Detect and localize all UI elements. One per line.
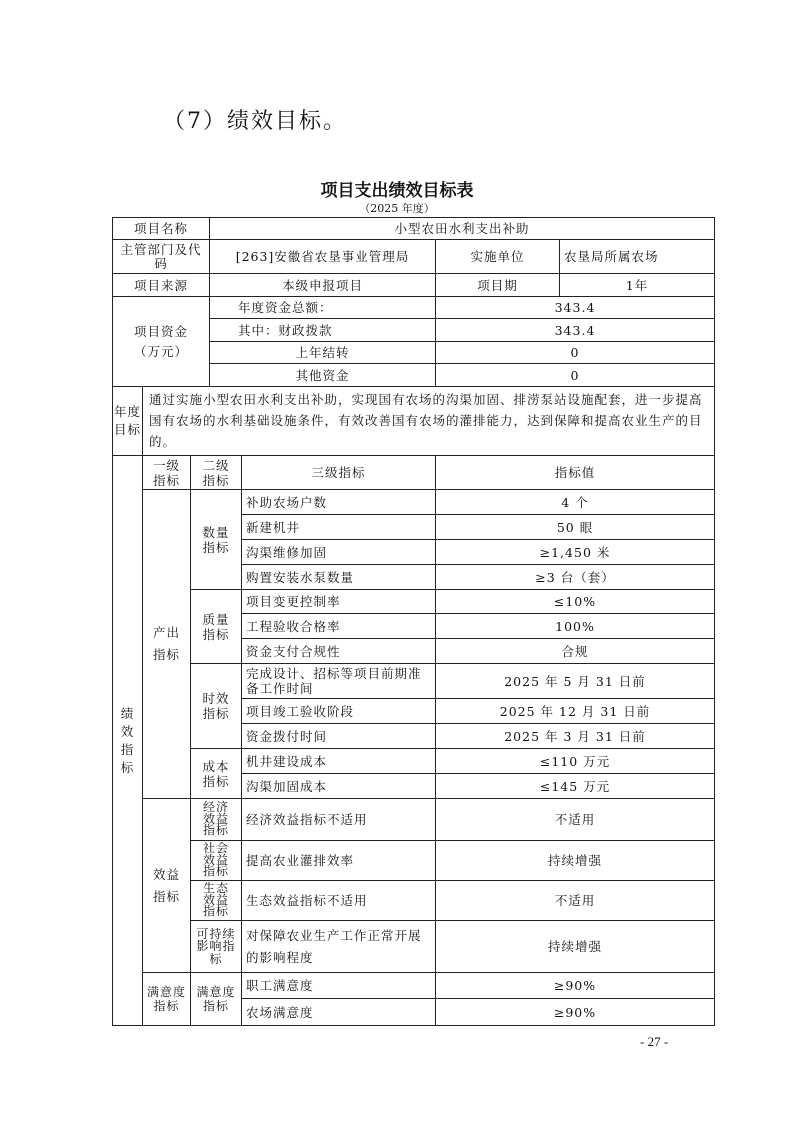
indicator-table — [112, 386, 715, 1026]
table-row — [113, 274, 715, 297]
table-row — [113, 973, 715, 999]
fund-label: 其他资金 — [210, 364, 436, 387]
source-value: 本级申报项目 — [210, 274, 436, 297]
level2-timeliness: 时效指标 — [191, 664, 242, 749]
fund-value: 0 — [436, 364, 715, 387]
indicator-name: 沟渠维修加固 — [242, 540, 436, 565]
funds-label: 项目资金（万元） — [113, 297, 210, 387]
indicator-value: ≥90% — [436, 999, 715, 1026]
indicator-value: ≥1,450 米 — [436, 540, 715, 565]
project-info-table — [112, 217, 715, 387]
table-header-row — [113, 456, 715, 490]
indicator-value: ≥3 台（套） — [436, 565, 715, 590]
indicator-value: ≥90% — [436, 973, 715, 999]
header-value: 指标值 — [436, 456, 715, 490]
name-value: 小型农田水利支出补助 — [210, 218, 715, 240]
indicator-name: 生态效益指标不适用 — [242, 881, 436, 921]
dept-label: 主管部门及代码 — [113, 240, 210, 274]
indicator-value: 2025 年 12 月 31 日前 — [436, 699, 715, 724]
section-label: 绩效指标 — [113, 456, 143, 1026]
impl-value: 农垦局所属农场 — [560, 240, 715, 274]
indicator-value: 持续增强 — [436, 921, 715, 973]
indicator-name: 购置安装水泵数量 — [242, 565, 436, 590]
indicator-value: 合规 — [436, 639, 715, 664]
table-row — [113, 490, 715, 515]
section-heading: （7）绩效目标。 — [163, 109, 347, 134]
level2-quantity: 数量指标 — [191, 490, 242, 590]
fund-label: 其中：财政拨款 — [210, 319, 436, 342]
table-row — [113, 240, 715, 274]
indicator-name: 项目竣工验收阶段 — [242, 699, 436, 724]
table-row — [113, 386, 715, 456]
indicator-value: 不适用 — [436, 799, 715, 841]
table-row — [113, 841, 715, 881]
indicator-value: 50 眼 — [436, 515, 715, 540]
indicator-name: 工程验收合格率 — [242, 614, 436, 639]
indicator-name: 经济效益指标不适用 — [242, 799, 436, 841]
source-label: 项目来源 — [113, 274, 210, 297]
fund-value: 0 — [436, 342, 715, 364]
goal-text: 通过实施小型农田水利支出补助，实现国有农场的沟渠加固、排涝泵站设施配套，进一步提高国有农场的水利基础设施条件，有效改善国有农场的灌排能力，达到保障和提高农业生产的目的。 — [143, 386, 715, 456]
indicator-value: ≤145 万元 — [436, 774, 715, 799]
indicator-name: 沟渠加固成本 — [242, 774, 436, 799]
dept-value: [263]安徽省农垦事业管理局 — [210, 240, 436, 274]
level1-benefit: 效益指标 — [143, 799, 191, 973]
indicator-value: ≤10% — [436, 590, 715, 614]
indicator-value: 2025 年 5 月 31 日前 — [436, 664, 715, 699]
table-row — [113, 297, 715, 319]
level2-satisfaction: 满意度指标 — [191, 973, 242, 1026]
level2-ecological: 生态效益指标 — [191, 881, 242, 921]
indicator-name: 对保障农业生产工作正常开展的影响程度 — [242, 921, 436, 973]
indicator-name: 项目变更控制率 — [242, 590, 436, 614]
fund-value: 343.4 — [436, 319, 715, 342]
table-row — [113, 749, 715, 774]
indicator-value: 不适用 — [436, 881, 715, 921]
impl-label: 实施单位 — [436, 240, 560, 274]
level2-sustainable: 可持续影响指标 — [191, 921, 242, 973]
indicator-name: 资金支付合规性 — [242, 639, 436, 664]
header-level1: 一级指标 — [143, 456, 191, 490]
header-level3: 三级指标 — [242, 456, 436, 490]
table-row — [113, 218, 715, 240]
indicator-name: 资金拨付时间 — [242, 724, 436, 749]
fund-label: 年度资金总额： — [210, 297, 436, 319]
goal-label: 年度目标 — [113, 386, 143, 456]
header-level2: 二级指标 — [191, 456, 242, 490]
table-row — [113, 799, 715, 841]
period-label: 项目期 — [436, 274, 560, 297]
level2-social: 社会效益指标 — [191, 841, 242, 881]
indicator-value: 持续增强 — [436, 841, 715, 881]
fund-label: 上年结转 — [210, 342, 436, 364]
indicator-value: 2025 年 3 月 31 日前 — [436, 724, 715, 749]
indicator-name: 新建机井 — [242, 515, 436, 540]
indicator-value: ≤110 万元 — [436, 749, 715, 774]
indicator-name: 提高农业灌排效率 — [242, 841, 436, 881]
indicator-name: 机井建设成本 — [242, 749, 436, 774]
table-row — [113, 881, 715, 921]
level1-output: 产出指标 — [143, 490, 191, 799]
name-label: 项目名称 — [113, 218, 210, 240]
indicator-value: 100% — [436, 614, 715, 639]
level2-quality: 质量指标 — [191, 590, 242, 664]
table-row — [113, 921, 715, 973]
indicator-name: 补助农场户数 — [242, 490, 436, 515]
level1-satisfaction: 满意度指标 — [143, 973, 191, 1026]
indicator-name: 职工满意度 — [242, 973, 436, 999]
fund-value: 343.4 — [436, 297, 715, 319]
table-row — [113, 590, 715, 614]
indicator-name: 完成设计、招标等项目前期准备工作时间 — [242, 664, 436, 699]
indicator-value: 4 个 — [436, 490, 715, 515]
table-row — [113, 664, 715, 699]
level2-cost: 成本指标 — [191, 749, 242, 799]
indicator-name: 农场满意度 — [242, 999, 436, 1026]
page-number: - 27 - — [640, 1034, 669, 1049]
period-value: 1年 — [560, 274, 715, 297]
level2-economic: 经济效益指标 — [191, 799, 242, 841]
table-subtitle: （2025 年度） — [359, 202, 435, 215]
table-title: 项目支出绩效目标表 — [320, 181, 474, 201]
